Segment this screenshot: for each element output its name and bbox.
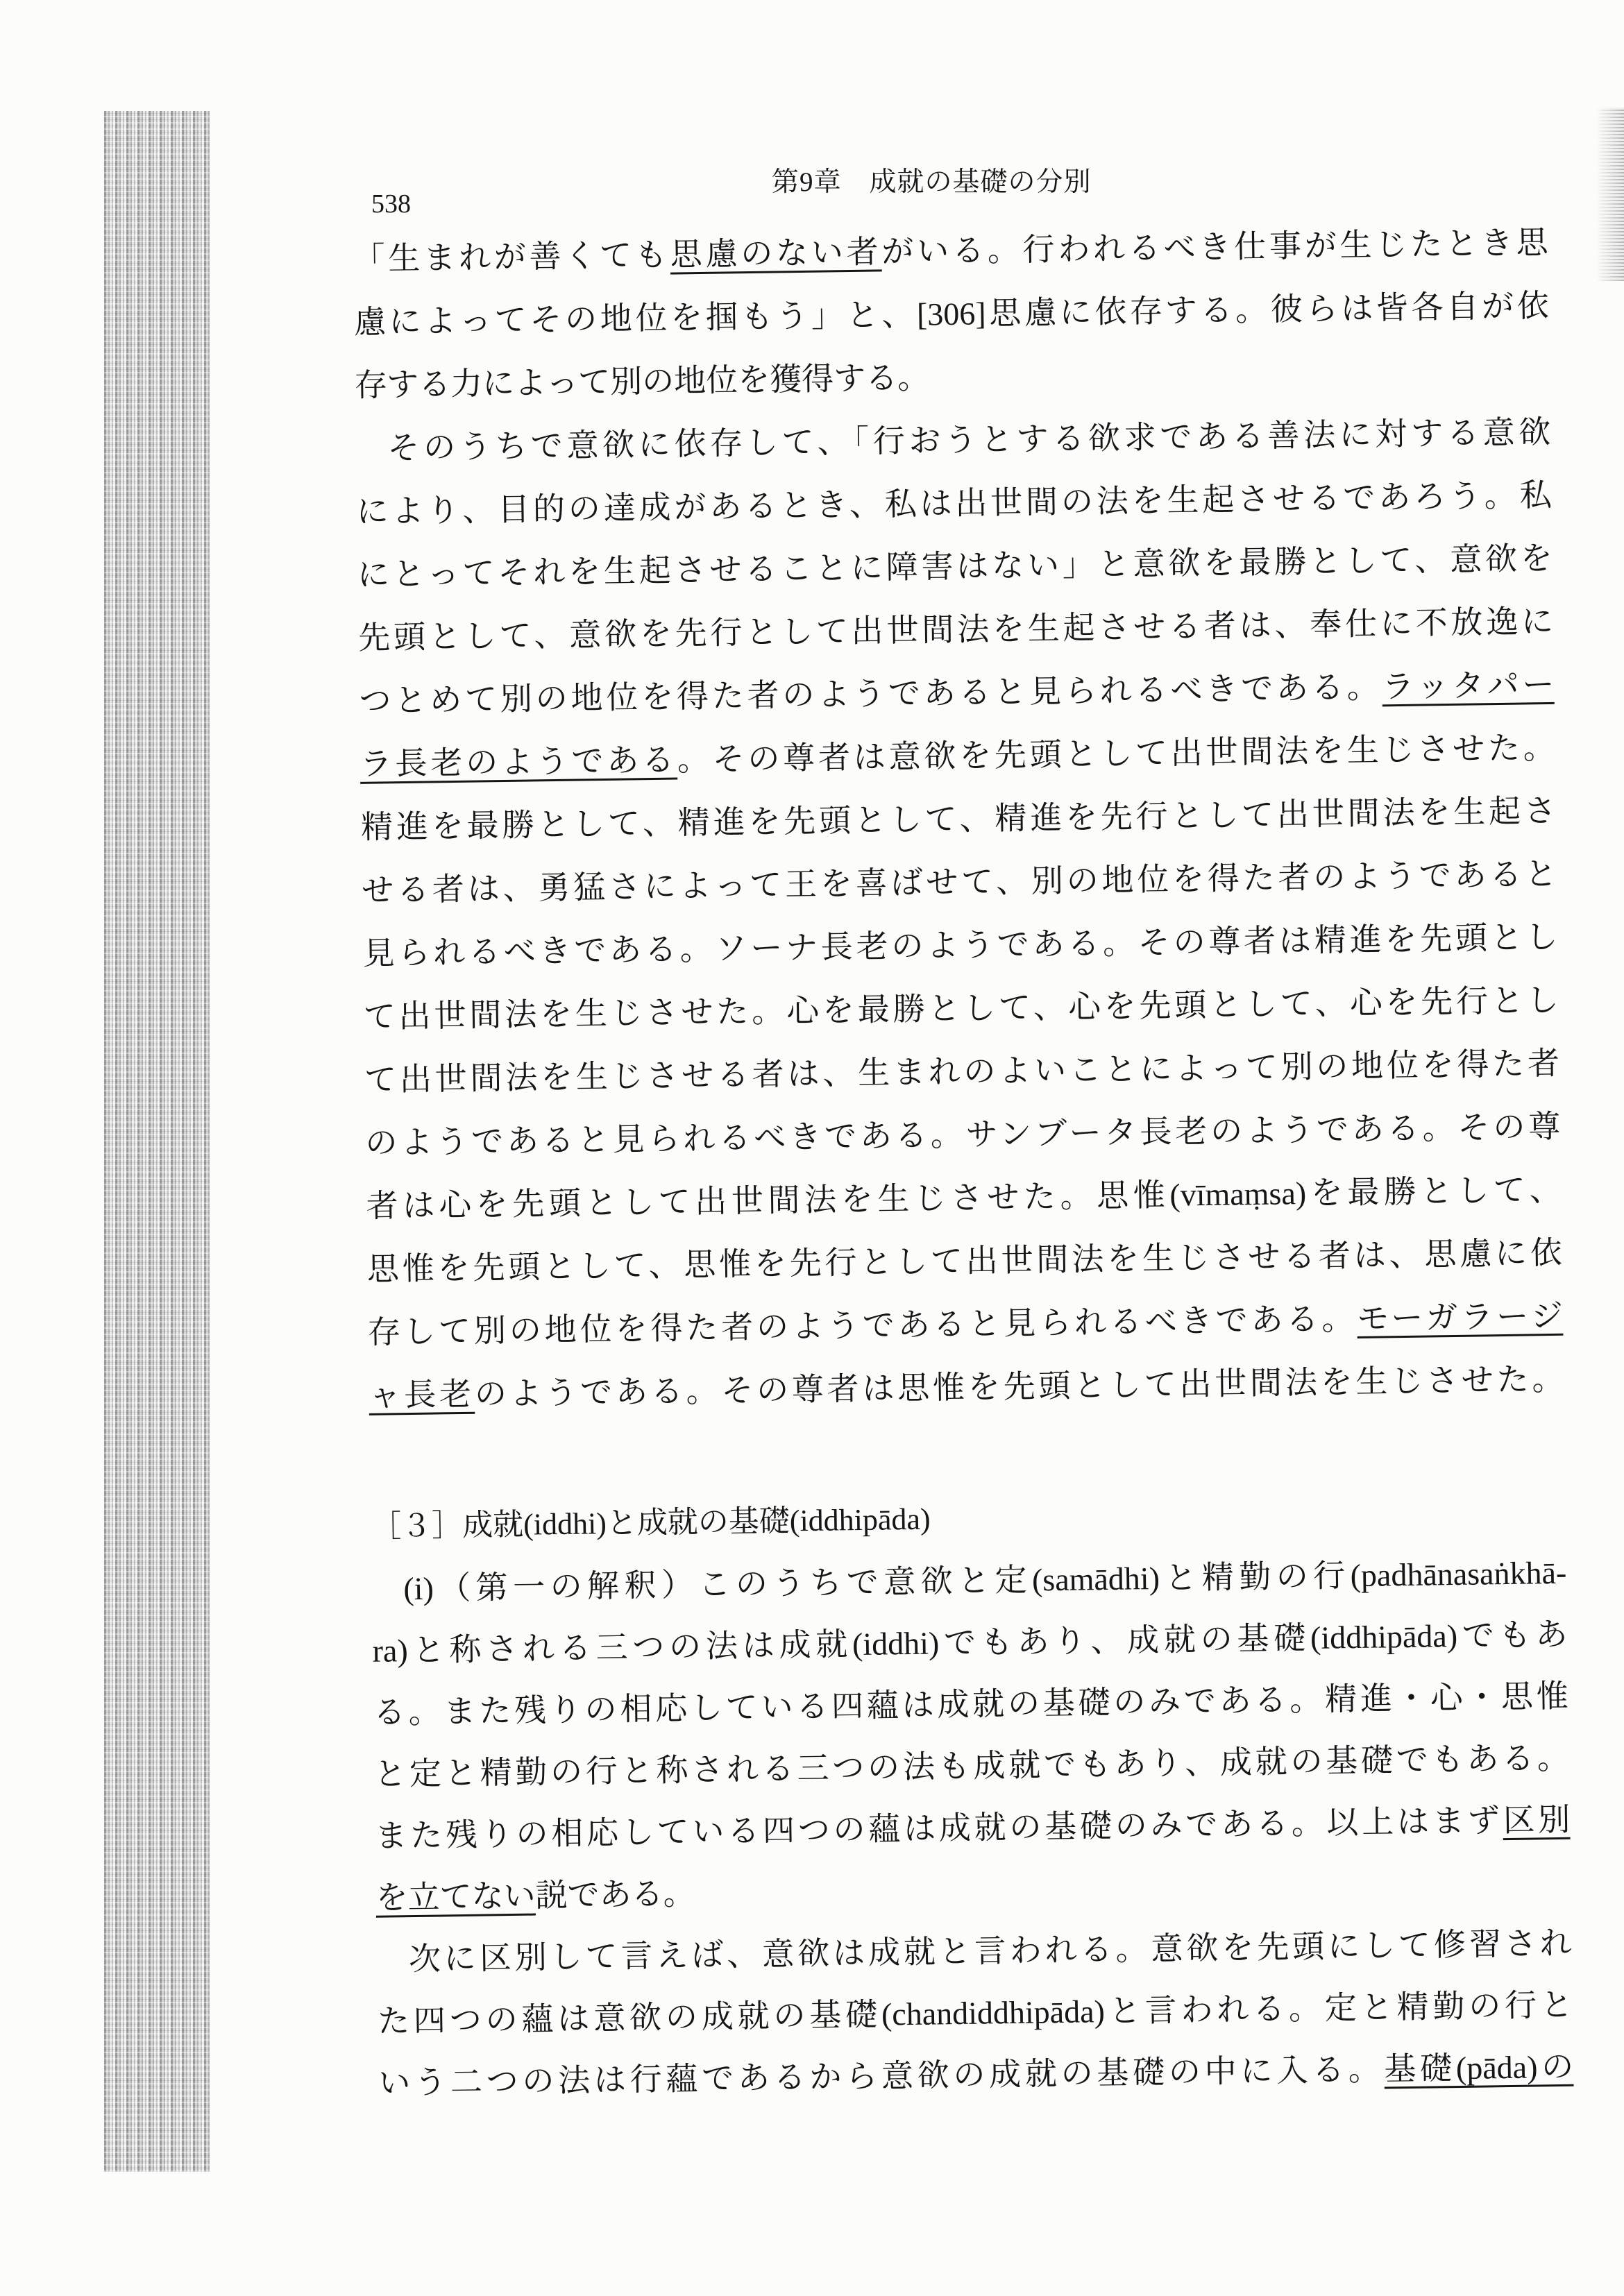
section-body bbox=[371, 1542, 1574, 2114]
running-title: 第9章 成就の基礎の分別 bbox=[772, 167, 1092, 197]
text-line: にとってそれを生起させることに障害はない」と意欲を最勝として、意欲を bbox=[357, 540, 1553, 593]
underlined-text: ラッタパー bbox=[1382, 666, 1555, 705]
underlined-text: 基礎(pāda)の bbox=[1384, 2048, 1574, 2087]
underlined-text: モーガラージ bbox=[1356, 1298, 1564, 1336]
text-segment: また残りの相応している四つの蘊は成就の基礎のみである。以上はまず bbox=[375, 1803, 1503, 1854]
paragraph bbox=[353, 211, 1550, 417]
text-segment: つとめて別の地位を得た者のようであると見られるべきである。 bbox=[359, 669, 1382, 719]
text-segment: のようである。その尊者は思惟を先頭として出世間法を生じさせた。 bbox=[474, 1361, 1564, 1412]
text-line: そのうちで意欲に依存して、「行おうとする欲求である善法に対する意欲 bbox=[387, 414, 1551, 466]
text-segment: 。その尊者は意欲を先頭として出世間法を生じさせた。 bbox=[677, 729, 1556, 778]
text-segment: がいる。行われるべき仕事が生じたとき思 bbox=[881, 224, 1548, 270]
paragraph bbox=[376, 1912, 1574, 2114]
underlined-text: 思慮のない者 bbox=[670, 234, 882, 273]
text-line: 次に区別して言えば、意欲は成就と言われる。意欲を先頭にして修習され bbox=[408, 1925, 1573, 1978]
binding-shadow bbox=[104, 111, 210, 2172]
text-line: 見られるべきである。ソーナ長老のようである。その尊者は精進を先頭とし bbox=[362, 919, 1558, 971]
text-line: 思惟を先頭として、思惟を先行として出世間法を生じさせる者は、思慮に依 bbox=[366, 1234, 1563, 1287]
text-line: 先頭として、意欲を先行として出世間法を生起させる者は、奉仕に不放逸に bbox=[357, 603, 1554, 656]
underlined-text: を立てない bbox=[375, 1878, 536, 1916]
section-heading: ［３］成就(iddhi)と成就の基礎(iddhipāda) bbox=[370, 1502, 931, 1544]
text-line: た四つの蘊は意欲の成就の基礎(chandiddhipāda)と言われる。定と精勤の行と bbox=[377, 1987, 1573, 2039]
text-segment: いう二つの法は行蘊であるから意欲の成就の基礎の中に入る。 bbox=[378, 2051, 1385, 2101]
paragraph bbox=[355, 400, 1564, 1427]
text-line: 慮によってその地位を掴もう」と、[306]思慮に依存する。彼らは皆各自が依 bbox=[353, 287, 1550, 340]
text-line: と定と精勤の行と称される三つの法も成就でもあり、成就の基礎でもある。 bbox=[373, 1740, 1570, 1792]
text-line: て出世間法を生じさせた。心を最勝として、心を先頭として、心を先行とし bbox=[363, 982, 1559, 1035]
paragraph bbox=[371, 1542, 1571, 1929]
text-line: 者は心を先頭として出世間法を生じさせた。思惟(vīmaṃsa)を最勝として、 bbox=[366, 1171, 1562, 1224]
text-line: のようであると見られるべきである。サンブータ長老のようである。その尊 bbox=[365, 1108, 1561, 1161]
text-line: 存する力によって別の地位を獲得する。 bbox=[354, 359, 930, 403]
text-line: て出世間法を生じさせる者は、生まれのよいことによって別の地位を得た者 bbox=[364, 1045, 1560, 1098]
text-line: ra)と称される三つの法は成就(iddhi)でもあり、成就の基礎(iddhipāda)でもあ bbox=[372, 1616, 1568, 1669]
text-line: (i)（第一の解釈）このうちで意欲と定(samādhi)と精勤の行(padhānasaṅkhā- bbox=[403, 1554, 1567, 1607]
text-line: 精進を最勝として、精進を先頭として、精進を先行として出世間法を生起さ bbox=[360, 792, 1557, 845]
text-segment: 「生まれが善くても bbox=[353, 237, 671, 277]
text-line: により、目的の達成があるとき、私は出世間の法を生起させるであろう。私 bbox=[356, 477, 1552, 529]
text-line: る。また残りの相応している四蘊は成就の基礎のみである。精進・心・思惟 bbox=[373, 1678, 1569, 1730]
underlined-text: 区別 bbox=[1503, 1801, 1571, 1839]
page-edge-shadow bbox=[1596, 108, 1624, 281]
underlined-text: ラ長老のようである bbox=[360, 742, 678, 782]
text-segment: 説である。 bbox=[535, 1876, 695, 1914]
page-number: 538 bbox=[371, 189, 411, 219]
text-segment: 存して別の地位を得た者のようであると見られるべきである。 bbox=[367, 1300, 1357, 1350]
text-line: せる者は、勇猛さによって王を喜ばせて、別の地位を得た者のようであると bbox=[361, 856, 1557, 908]
page-body bbox=[353, 211, 1574, 2114]
underlined-text: ャ長老 bbox=[369, 1376, 475, 1413]
